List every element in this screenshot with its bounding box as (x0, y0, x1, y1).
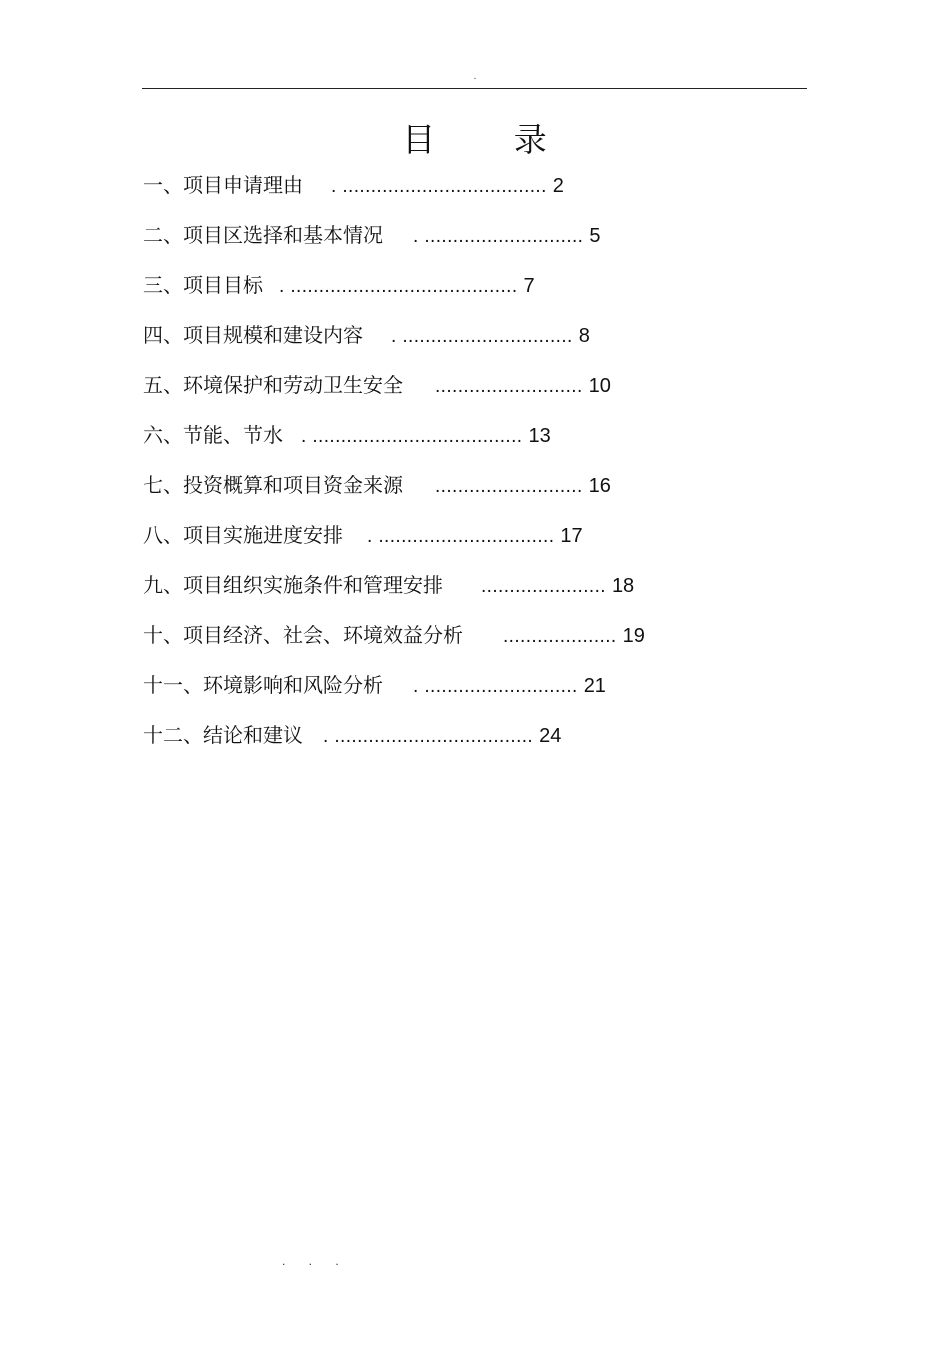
toc-page-number: 5 (589, 225, 601, 247)
toc-leader-dots: . ........................................ (279, 276, 518, 297)
header-rule (142, 88, 807, 89)
toc-entry-10[interactable] (143, 620, 803, 670)
toc-entry-11[interactable] (143, 670, 803, 720)
toc-page-number: 17 (560, 525, 583, 547)
toc-title: 目 录 (402, 120, 581, 159)
toc-leader-dots: . .............................. (391, 326, 573, 347)
header-mark: . (473, 71, 477, 82)
toc-entry-4[interactable] (143, 320, 803, 370)
toc-entry-9[interactable] (143, 570, 803, 620)
toc-entry-12[interactable] (143, 720, 803, 770)
toc-leader-dots: . ............................... (367, 526, 555, 547)
toc-entry-title: 八、项目实施进度安排 (143, 523, 343, 547)
toc-page-number: 24 (539, 725, 562, 747)
toc-leader-dots: . ............................ (413, 226, 584, 247)
toc-page-number: 10 (588, 375, 611, 397)
toc-entry-title: 十二、结论和建议 (143, 723, 303, 747)
toc-entry-title: 十、项目经济、社会、环境效益分析 (143, 623, 463, 647)
toc-page-number: 8 (578, 325, 590, 347)
toc-page-number: 7 (523, 275, 535, 297)
toc-page-number: 18 (611, 575, 635, 597)
toc-entry-title: 十一、环境影响和风险分析 (143, 673, 383, 697)
toc-entry-6[interactable] (143, 420, 803, 470)
toc-leader-dots: .................... (503, 626, 617, 647)
toc-leader-dots: .......................... (435, 376, 583, 397)
toc-leader-dots: ...................... (481, 576, 606, 597)
toc-entry-8[interactable] (143, 520, 803, 570)
toc-entry-1[interactable] (143, 170, 803, 220)
toc-entry-3[interactable] (143, 270, 803, 320)
toc-entry-title: 七、投资概算和项目资金来源 (143, 473, 403, 497)
toc-page-number: 19 (622, 625, 645, 647)
toc-page-number: 2 (552, 175, 564, 197)
toc-entry-title: 五、环境保护和劳动卫生安全 (143, 373, 403, 397)
toc-leader-dots: . ........................... (413, 676, 578, 697)
toc-entry-title: 一、项目申请理由 (143, 173, 303, 197)
toc-entry-5[interactable] (143, 370, 803, 420)
toc-entry-title: 六、节能、节水 (143, 423, 283, 447)
toc-entry-title: 四、项目规模和建设内容 (143, 323, 363, 347)
toc-list (143, 170, 803, 770)
toc-page-number: 21 (583, 675, 606, 697)
toc-entry-title: 二、项目区选择和基本情况 (143, 223, 383, 247)
toc-leader-dots: . ..................................... (301, 426, 523, 447)
toc-entry-title: 三、项目目标 (143, 273, 263, 297)
toc-leader-dots: .......................... (435, 476, 583, 497)
toc-entry-title: 九、项目组织实施条件和管理安排 (143, 573, 443, 597)
toc-page-number: 16 (588, 475, 611, 497)
footer-marks: . . . (282, 1254, 349, 1268)
toc-page-number: 13 (528, 425, 551, 447)
toc-leader-dots: . .................................... (331, 176, 547, 197)
toc-entry-7[interactable] (143, 470, 803, 520)
toc-leader-dots: . ................................... (323, 726, 534, 747)
toc-entry-2[interactable] (143, 220, 803, 270)
